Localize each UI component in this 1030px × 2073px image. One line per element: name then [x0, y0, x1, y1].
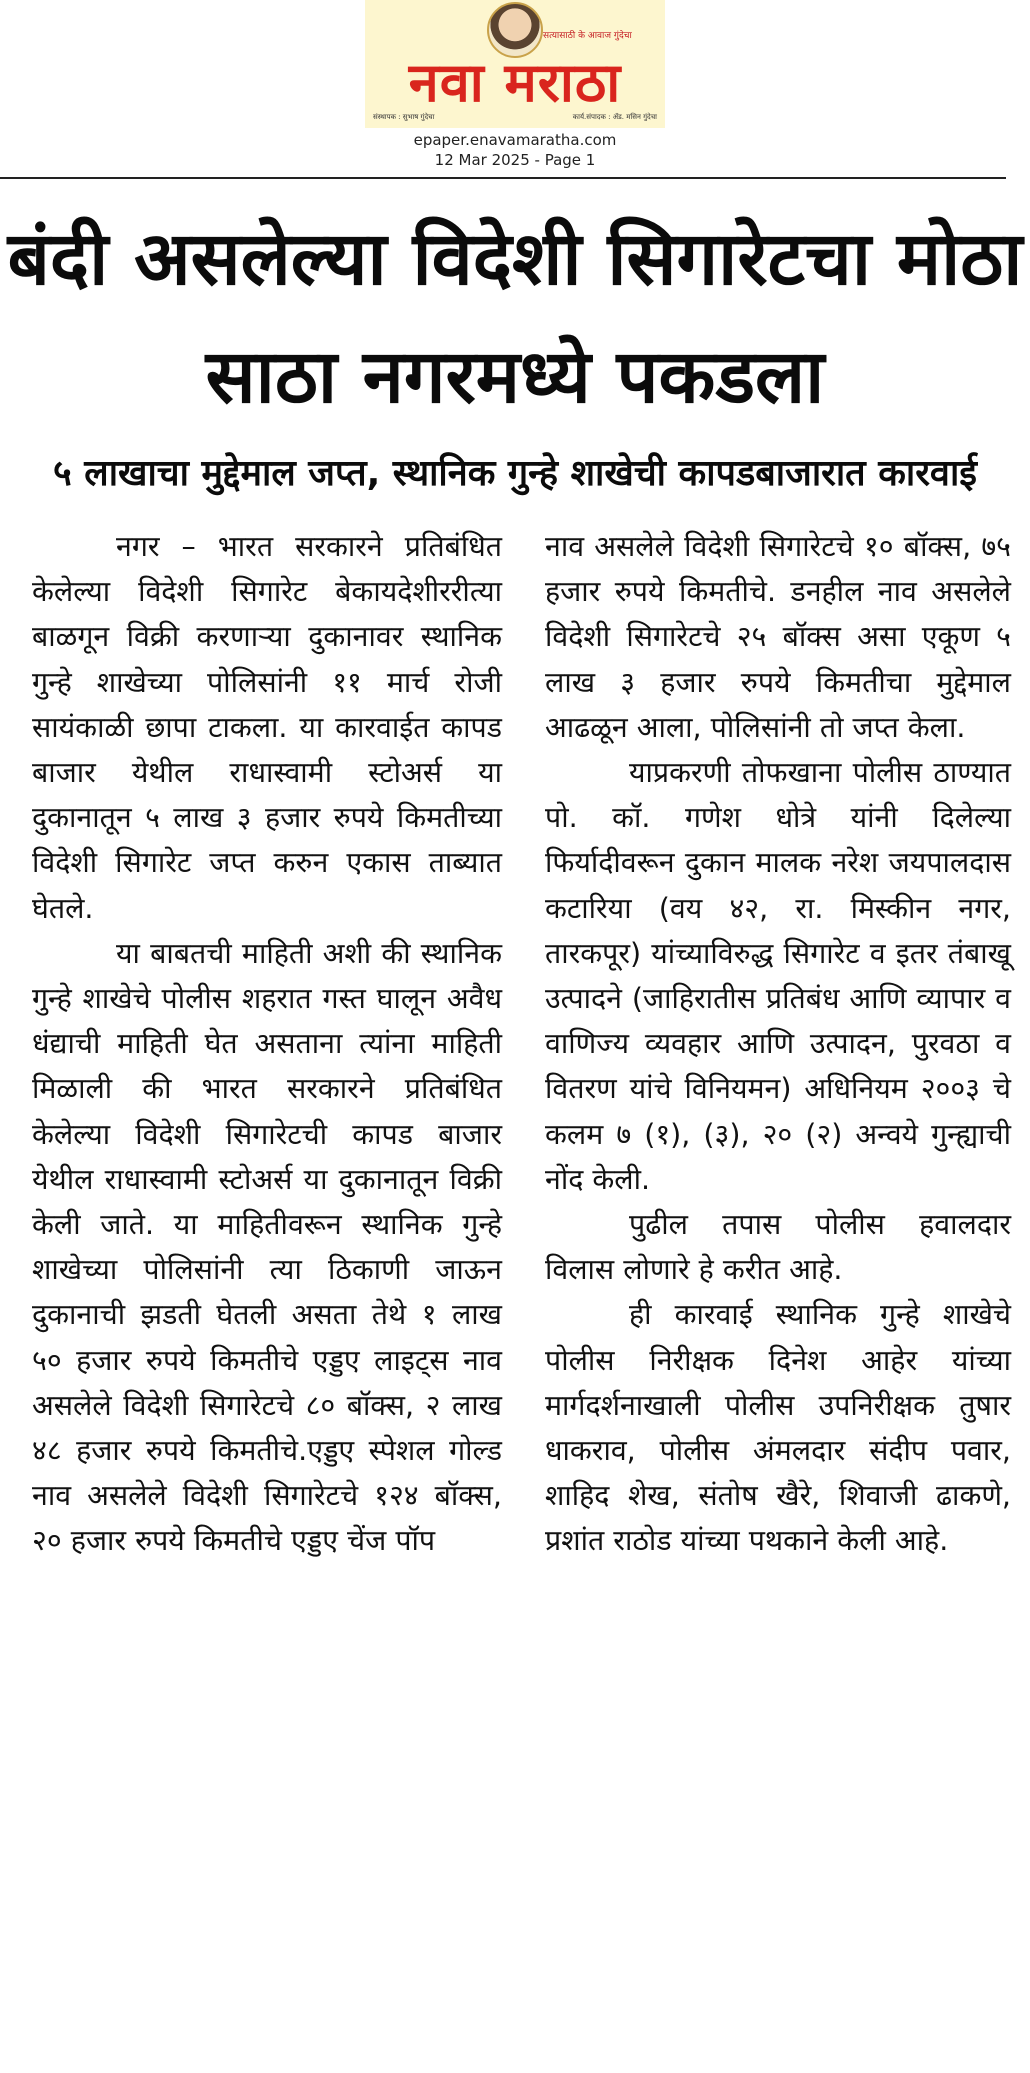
article-headline: बंदी असलेल्या विदेशी सिगारेटचा मोठा साठा नगरमध्ये पकडला	[7, 216, 1023, 420]
article-paragraph: या बाबतची माहिती अशी की स्थानिक गुन्हे शाखेचे पोलीस शहरात गस्त घालून अवैध धंद्याची माहिती घेत असताना त्यांना माहिती मिळाली की भारत सरकारने प्रतिबंधित केलेल्या विदेशी सिगारेटची कापड बाजार येथील राधास्वामी स्टोअर्स या दुकानातून विक्री केली जाते. या माहितीवरून स्थानिक गुन्हे शाखेच्या पोलिसांनी त्या ठिकाणी जाऊन दुकानाची झडती घेतली असता तेथे १ लाख ५० हजार रुपये किमतीचे एड्डए लाइट्स नाव असलेले विदेशी सिगारेटचे ८० बॉक्स, २ लाख ४८ हजार रुपये किमतीचे.एड्डए स्पेशल गोल्ड नाव असलेले विदेशी सिगारेटचे १२४ बॉक्स, २० हजार रुपये किमतीचे एड्डए चेंज पॉप	[32, 936, 502, 1558]
epaper-url[interactable]: epaper.enavamaratha.com	[413, 131, 617, 149]
masthead-credits	[365, 113, 665, 122]
article-paragraph: नाव असलेले विदेशी सिगारेटचे १० बॉक्स, ७५ हजार रुपये किमतीचे. डनहील नाव असलेले विदेशी सिगारेटचे २५ बॉक्स असा एकूण ५ लाख ३ हजार रुपये किमतीचा मुद्देमाल आढळून आला, पोलिसांनी तो जप्त केला.	[545, 530, 1011, 744]
article-paragraph: ही कारवाई स्थानिक गुन्हे शाखेचे पोलीस निरीक्षक दिनेश आहेर यांच्या मार्गदर्शनाखाली पोलीस उपनिरीक्षक तुषार धाकराव, पोलीस अंमलदार संदीप पवार, शाहिद शेख, संतोष खैरे, शिवाजी ढाकणे, प्रशांत राठोड यांच्या पथकाने केली आहे.	[545, 1298, 1011, 1558]
founder-credit: संस्थापक : सुभाष गुंदेचा	[373, 113, 435, 121]
article-column-right	[545, 524, 1011, 1564]
article-paragraph: नगर – भारत सरकारने प्रतिबंधित केलेल्या विदेशी सिगारेट बेकायदेशीररीत्या बाळगून विक्री करणाऱ्या दुकानावर स्थानिक गुन्हे शाखेच्या पोलिसांनी ११ मार्च रोजी सायंकाळी छापा टाकला. या कारवाईत कापड बाजार येथील राधास्वामी स्टोअर्स या दुकानातून ५ लाख ३ हजार रुपये किमतीच्या विदेशी सिगारेट जप्त करुन एकास ताब्यात घेतले.	[32, 530, 502, 925]
founder-portrait-icon	[487, 2, 543, 58]
date-page-label: 12 Mar 2025 - Page 1	[434, 151, 596, 169]
masthead-divider	[0, 177, 1006, 179]
masthead-tagline: सत्यासाठी के आवाज गुंदेचा	[543, 31, 632, 41]
article-paragraph: पुढील तपास पोलीस हवालदार विलास लोणारे हे करीत आहे.	[545, 1208, 1011, 1287]
newspaper-logo: नवा मराठा	[408, 51, 622, 114]
masthead-logo-block	[365, 0, 665, 128]
article-paragraph: याप्रकरणी तोफखाना पोलीस ठाण्यात पो. कॉ. गणेश धोत्रे यांनी दिलेल्या फिर्यादीवरून दुकान मालक नरेश जयपालदास कटारिया (वय ४२, रा. मिस्कीन नगर, तारकपूर) यांच्याविरुद्ध सिगारेट व इतर तंबाखू उत्पादने (जाहिरातीस प्रतिबंध आणि व्यापार व वाणिज्य व्यवहार आणि उत्पादन, पुरवठा व वितरण यांचे विनियमन) अधिनियम २००३ चे कलम ७ (१), (३), २० (२) अन्वये गुन्ह्याची नोंद केली.	[545, 756, 1011, 1196]
article-column-left	[32, 524, 502, 1564]
editor-credit: कार्य.संपादक : ॲड. मसिन गुंदेचा	[572, 113, 657, 121]
masthead	[0, 0, 1030, 180]
article-subheadline: ५ लाखाचा मुद्देमाल जप्त, स्थानिक गुन्हे शाखेची कापडबाजारात कारवाई	[53, 453, 977, 494]
